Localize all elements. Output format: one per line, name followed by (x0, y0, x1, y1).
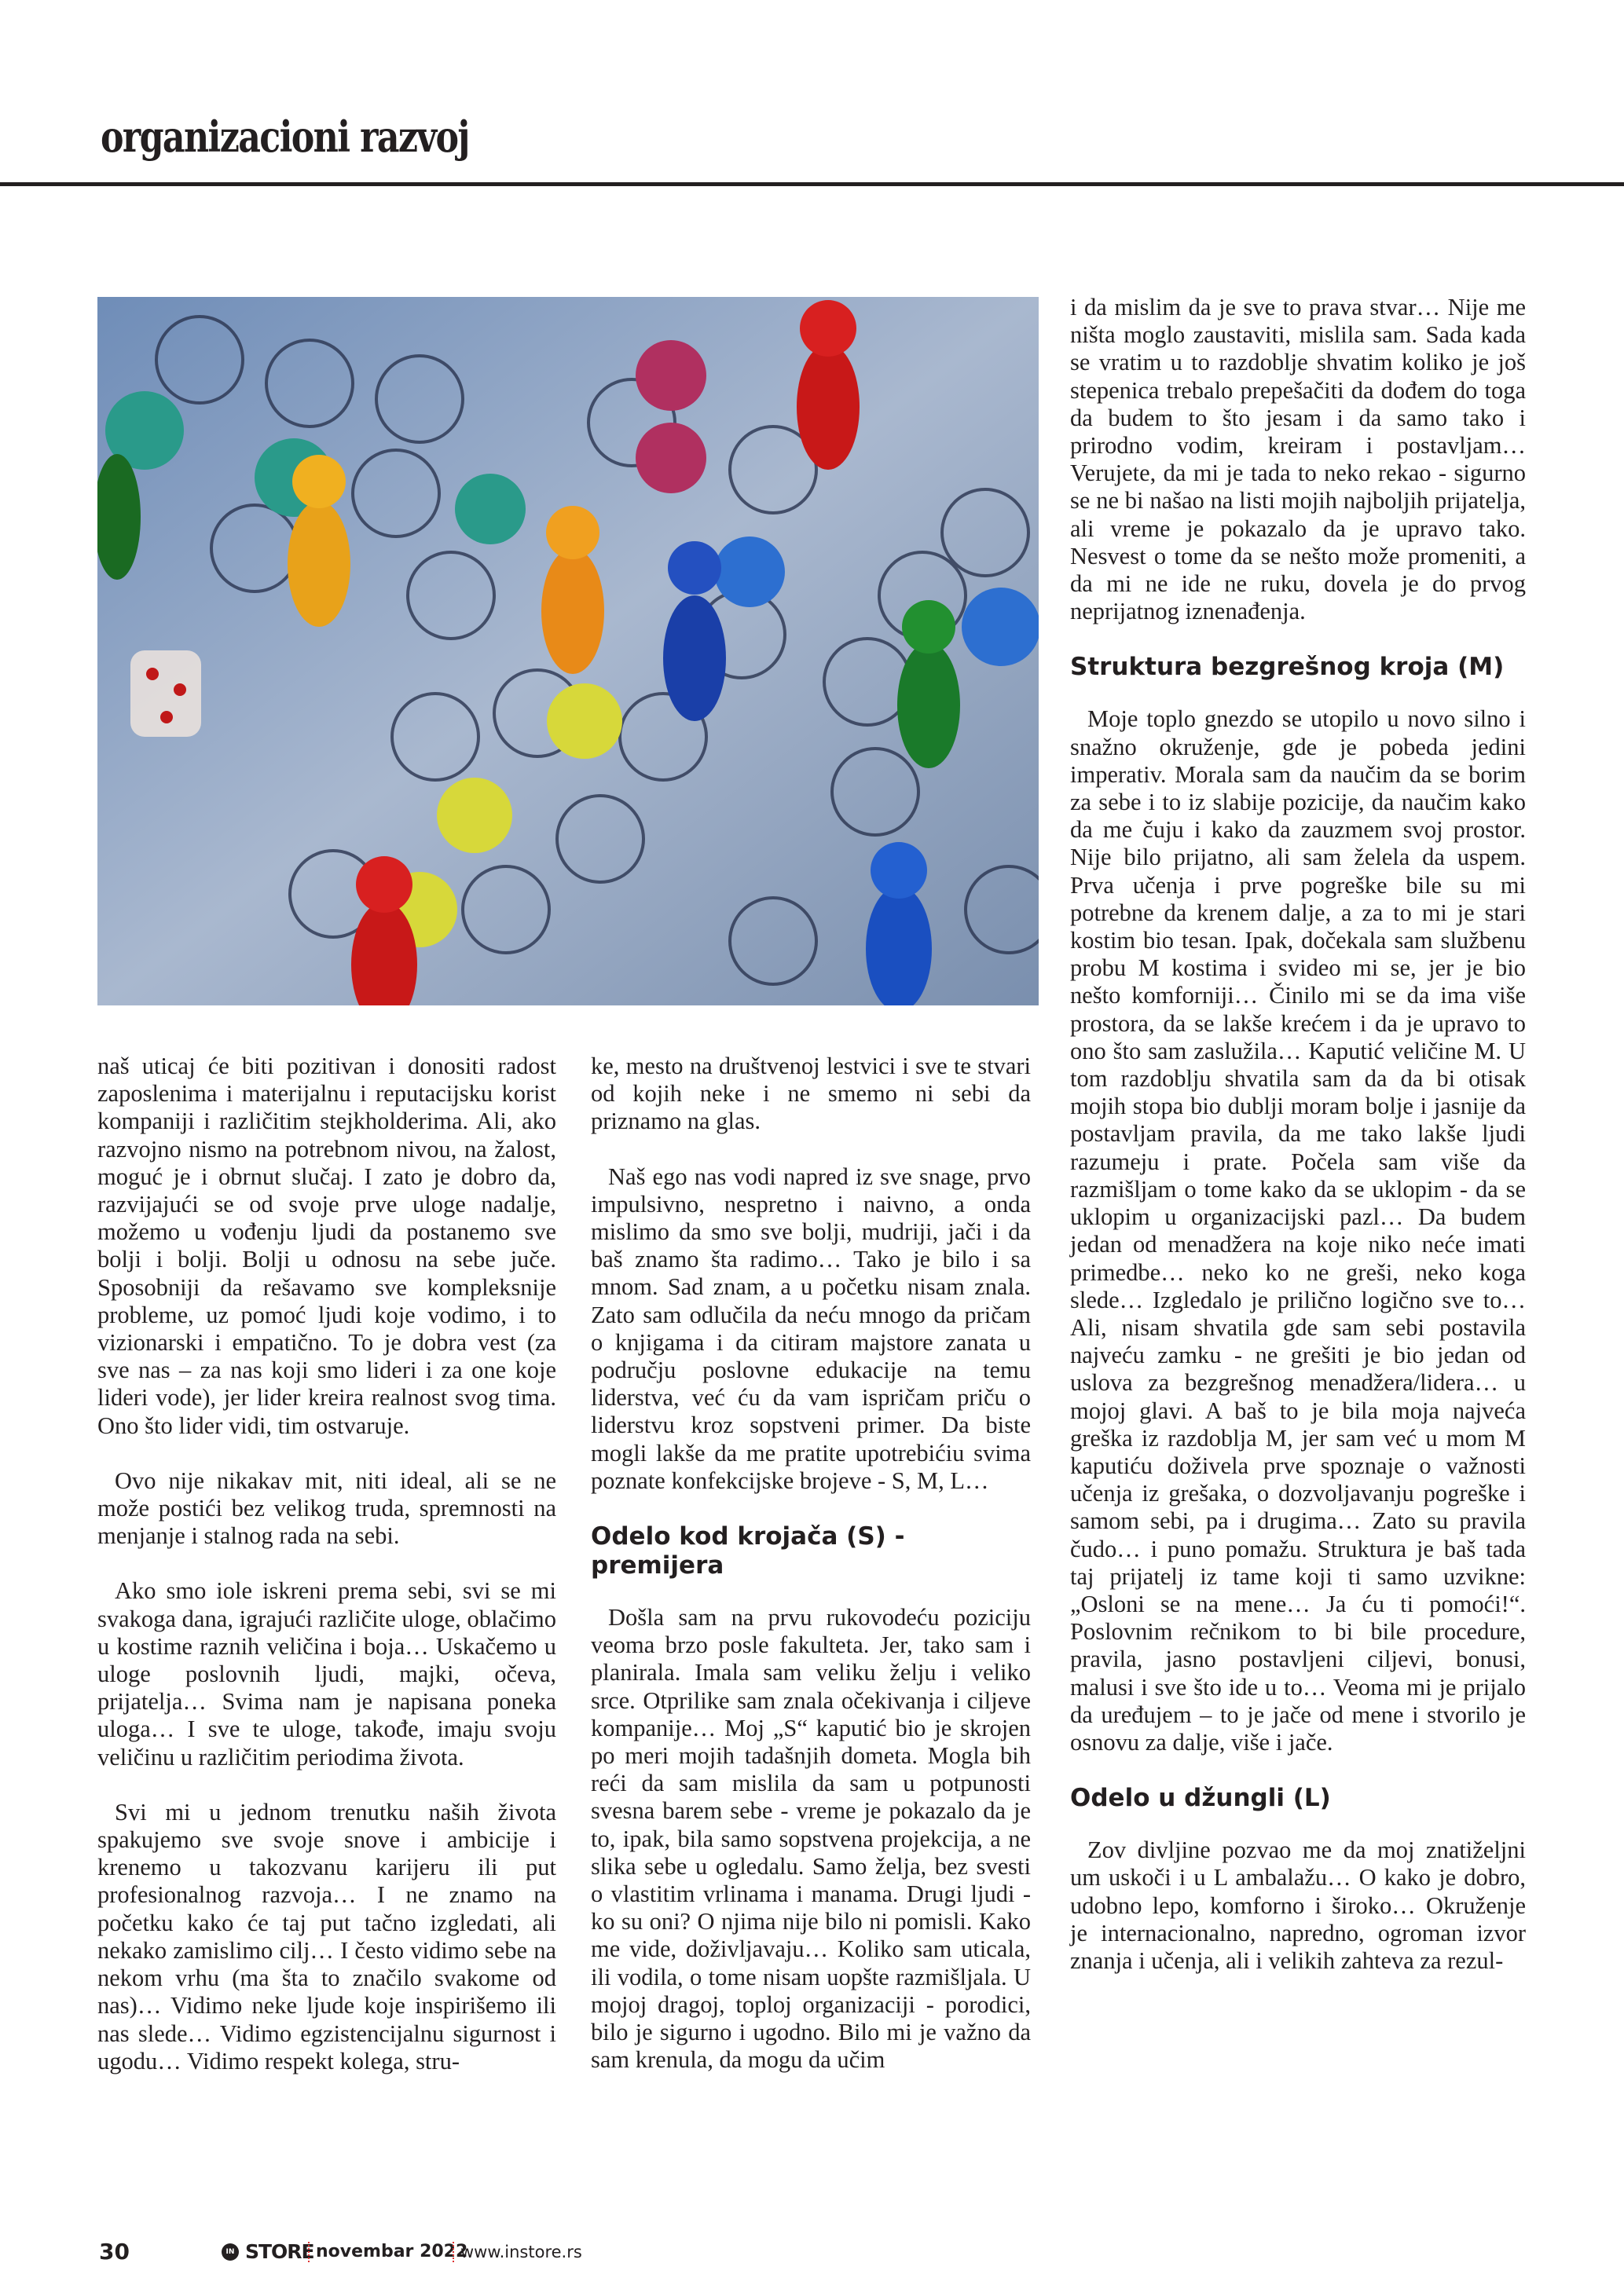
page-footer (0, 2239, 786, 2270)
footer-divider (308, 2242, 310, 2262)
paragraph: Moje toplo gnezdo se utopilo u novo silno i snažno okruženje, gde je pobeda jedini imperativ. Morala sam da naučim da se borim za sebe i to iz slabije pozicije, da naučim kako da me čuju i kako da zauzmem svoj prostor. Nije bilo prijatno, ali sam želela da uspem. Prva učenja i prve pogreške bile su mi potrebne da krenem dalje, a za to mi je stari kostim bio tesan. Ipak, dočekala sam službenu probu M kostima i svideo mi se, jer je bio nešto komforniji… Činilo mi se da ima više prostora, da se lakše krećem i da je upravo to ono što sam zaslužila… Kaputić veličine M. U tom razdoblju shvatila sam da da bi otisak mojih stopa bio dublji moram bolje i jasnije da postavljam pravila, da me tako lakše ljudi razumeju i prate. Počela sam više da razmišljam o tome kako da se uklopim - da se uklopim u organizacijski pazl… Da budem jedan od menadžera na koje niko neće imati primedbe… neko ko ne greši, neko koga slede… Izgledalo je prilično logično sve to… Ali, nisam shvatila gde sam sebi postavila najveću zamku - ne grešiti je bio jedan od uslova za bezgrešnog menadžera/lidera… u mojoj glavi. A baš to je bila moja najveća greška iz razdoblja M, jer sam već u mom M kaputiću doživela prve spoznaje o važnosti učenja iz grešaka, o dozvoljavanju pogreške i samom sebi, pa i drugima… Zato su pravila čudo… i puno pomažu. Struktura je baš tada taj prijatelj iz tame koji ti samo uzvikne: „Osloni se na mene… Ja ću ti pomoći!“. Poslovnim rečnikom to bi bile procedure, pravila, jasno postavljeni ciljevi, bonusi, malusi i sve što ide u to… Veoma mi je prijalo da uređujem – to je jače od mene i stvorilo je osnovu za dalje, više i jače. (1070, 705, 1526, 1756)
board-game-photo (97, 297, 1039, 1005)
paragraph: Ovo nije nikakav mit, niti ideal, ali se ne može postići bez velikog truda, spremnosti na menjanje i stalnog rada na sebi. (97, 1467, 556, 1550)
website-link[interactable]: www.instore.rs (460, 2243, 582, 2261)
article-column-1 (97, 1053, 556, 2103)
section-heading: Odelo u džungli (L) (1070, 1784, 1331, 1813)
paragraph: Došla sam na prvu rukovodeću poziciju veoma brzo posle fakulteta. Jer, tako sam i planirala. Imala sam veliku želju i veliko srce. Otprilike sam znala očekivanja i ciljeve kompanije… Moj „S“ kaputić bio je skrojen po meri mojih tadašnjih dometa. Mogla bih reći da sam mislila da sam u potpunosti svesna barem sebe - vreme je pokazalo da je to, ipak, bila samo sopstvena projekcija, a ne slika sebe u ogledalu. Samo želja, bez svesti o vlastitim vrlinama i manama. Drugi ljudi - ko su oni? O njima nije bilo ni pomisli. Kako me vide, doživljavaju… Koliko sam uticala, ili vodila, o tome nisam uopšte razmišljala. U mojoj dragoj, toploj organizaciji - porodici, bilo je sigurno i ugodno. Bilo mi je važno da sam krenula, da mogu da učim (591, 1604, 1031, 2074)
paragraph: Ako smo iole iskreni prema sebi, svi se mi svakoga dana, igrajući različite uloge, oblačimo u kostime raznih veličina i boja… Uskačemo u uloge poslovnih ljudi, majki, očeva, prijatelja… Svima nam je napisana poneka uloga… I sve te uloge, takođe, imaju svoju veličinu u različitim periodima života. (97, 1577, 556, 1771)
magazine-name: STORE (245, 2240, 314, 2263)
page-number: 30 (99, 2239, 130, 2265)
paragraph: i da mislim da je sve to prava stvar… Nije me ništa moglo zaustaviti, mislila sam. Sada kada se vratim u to razdoblje shvatim koliko je još stepenica trebalo prepešačiti da dođem do toga da budem to što jesam i da samo tako i prirodno vodim, kreiram i postavljam… Verujete, da mi je tada to neko rekao - sigurno se ne bi našao na listi mojih najboljih prijatelja, ali vreme je pokazalo da je upravo tako. Nesvest o tome da se nešto može promeniti, a da mi ne ide ne ruku, dovela je do prvog neprijatnog iznenađenja. (1070, 294, 1526, 625)
paragraph: Naš ego nas vodi napred iz sve snage, prvo impulsivno, nespretno i naivno, a onda mislimo da smo sve bolji, mudriji, jači i da baš znamo šta radimo… Tako je bilo i sa mnom. Sad znam, a u početku nisam znala. Zato sam odlučila da neću mnogo da pričam o knjigama i da citiram majstore zanata u području poslovne edukacije na temu liderstva, već ću da vam ispričam priču o liderstvu kroz sopstveni primer. Da biste mogli lakše da me pratite upotrebićiu svima poznate konfekcijske brojeve - S, M, L… (591, 1163, 1031, 1494)
article-column-3 (1070, 294, 1526, 2002)
instore-logo-icon: IN (222, 2243, 239, 2261)
paragraph: naš uticaj će biti pozitivan i donositi radost zaposlenima i materijalnu i reputacijsku korist kompaniji i različitim stejkholderima. Ali, ako razvojno nismo na potrebnom nivou, na žalost, moguć je i obrnut slučaj. I zato je dobro da, razvijajući se od svoje prve uloge nadalje, možemo u vođenju ljudi da postanemo sve bolji i bolji. Bolji u odnosu na sebe juče. Sposobniji da rešavamo sve kompleksnije probleme, uz pomoć ljudi koje vodimo, i to vizionarski i empatično. To je dobra vest (za sve nas – za nas koji smo lideri i za one koje lideri vode), jer lider kreira realnost svog tima. Ono što lider vidi, tim ostvaruje. (97, 1053, 556, 1439)
paragraph: ke, mesto na društvenoj lestvici i sve te stvari od kojih neke i ne smemo ni sebi da priznamo na glas. (591, 1053, 1031, 1135)
paragraph: Svi mi u jednom trenutku naših života spakujemo sve svoje snove i ambicije i krenemo u takozvanu karijeru ili put profesionalnog razvoja… I ne znamo na početku kako će taj put tačno izgledati, ali nekako zamislimo cilj… I često vidimo sebe na nekom vrhu (ma šta to značilo svakome od nas)… Vidimo neke ljude koje inspirišemo ili nas slede… Vidimo egzistencijalnu sigurnost i ugodu… Vidimo respekt kolega, stru- (97, 1798, 556, 2074)
paragraph: Zov divljine pozvao me da moj znatiželjni um uskoči i u L ambalažu… O kako je dobro, udobno lepo, komforno i široko… Okruženje je internacionalno, napredno, ogroman izvor znanja i učenja, ali i velikih zahteva za rezul- (1070, 1836, 1526, 1974)
article-column-2 (591, 1053, 1031, 2102)
section-title: organizacioni razvoj (101, 112, 469, 162)
section-heading: Odelo kod krojača (S) - premijera (591, 1522, 905, 1580)
header-rule (0, 182, 1624, 186)
footer-divider (453, 2242, 454, 2262)
section-heading: Struktura bezgrešnog kroja (M) (1070, 653, 1505, 682)
issue-date: novembar 2022 (316, 2242, 468, 2261)
